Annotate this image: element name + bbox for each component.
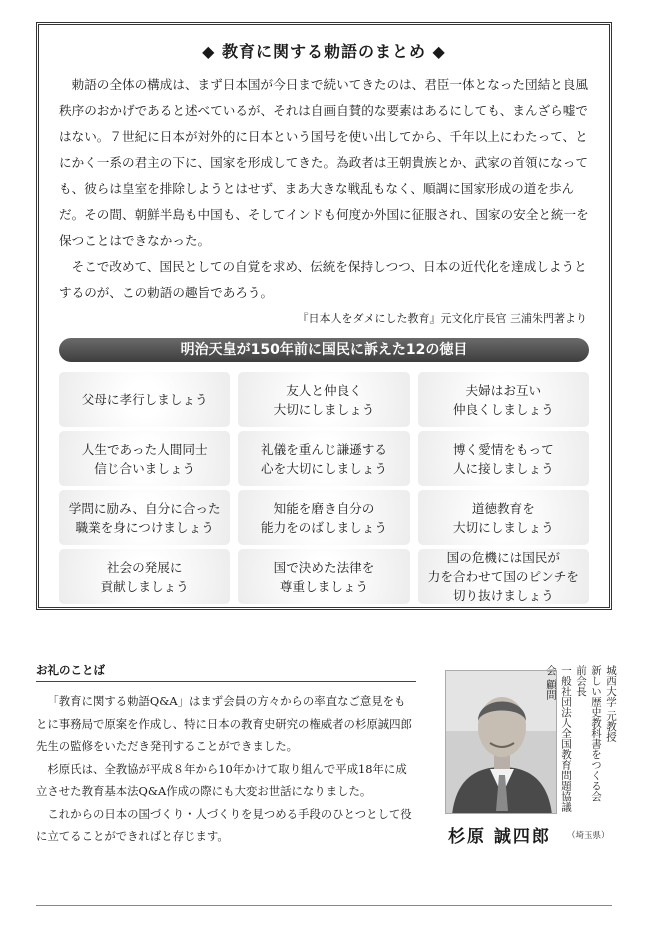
virtue-item: 知能を磨き自分の 能力をのばしましょう xyxy=(238,490,409,545)
virtues-banner: 明治天皇が150年前に国民に訴えた12の徳目 xyxy=(59,338,589,362)
virtue-item: 人生であった人間同士 信じ合いましょう xyxy=(59,431,230,486)
thanks-title: お礼のことば xyxy=(36,662,416,682)
virtue-item: 道徳教育を 大切にしましょう xyxy=(418,490,589,545)
virtue-item: 学問に励み、自分に合った 職業を身につけましょう xyxy=(59,490,230,545)
summary-title: ◆ 教育に関する勅語のまとめ ◆ xyxy=(202,42,446,61)
summary-source: 『日本人をダメにした教育』元文化庁長官 三浦朱門著より xyxy=(297,312,587,325)
virtue-item: 父母に孝行しましょう xyxy=(59,372,230,427)
person-title-line: 新しい歴史教科書をつくる会 前会長 xyxy=(575,665,602,802)
person-prefecture: （埼玉県） xyxy=(567,831,610,841)
summary-paragraph: 勅語の全体の構成は、まず日本国が今日まで続いてきたのは、君臣一体となった団結と良風秩序のおかげであると述べているが、それは自画自賛的な要素はあるにしても、まんざら嘘ではない。７世紀に日本が対外的に日本という国号を使い出してから、千年以上にわたって、とにかく一系の君主の下に、国家を形成してきた。為政者は王朝貴族とか、武家の首領になっても、彼らは皇室を排除しようとはせず、まあ大きな戦乱もなく、順調に国家形成の道を歩んだ。その間、朝鮮半島も中国も、そしてインドも何度か外国に征服され、国家の安全と統一を保つことはできなかった。 xyxy=(59,77,589,248)
virtues-grid xyxy=(59,372,589,604)
virtue-item: 国の危機には国民が 力を合わせて国のピンチを 切り抜けましょう xyxy=(418,549,589,604)
summary-body xyxy=(59,72,589,306)
virtue-item: 社会の発展に 貢献しましょう xyxy=(59,549,230,604)
person-name: 杉原 誠四郎 xyxy=(448,827,551,847)
virtue-item: 国で決めた法律を 尊重しましょう xyxy=(238,549,409,604)
portrait-photo xyxy=(445,670,557,814)
virtue-item: 礼儀を重んじ謙遜する 心を大切にしましょう xyxy=(238,431,409,486)
thanks-paragraph: 「教育に関する勅語Q&A」はまず会員の方々からの率直なご意見をもとに事務局で原案を作成し、特に日本の教育史研究の権威者の杉原誠四郎先生の監修をいただき発刊することができました。 xyxy=(36,694,412,753)
summary-box xyxy=(36,22,612,610)
person-title-line: 一般社団法人全国教育問題協議会 顧問 xyxy=(545,665,572,812)
thanks-paragraph: これからの日本の国づくり・人づくりを見つめる手段のひとつとして役に立てることができればと存じます。 xyxy=(36,806,412,843)
summary-paragraph: そこで改めて、国民としての自覚を求め、伝統を保持しつつ、日本の近代化を達成しようとするのが、この勅語の趣旨であろう。 xyxy=(59,259,587,300)
portrait-illustration xyxy=(446,671,557,814)
person-titles xyxy=(545,665,618,815)
bottom-divider xyxy=(36,905,612,906)
thanks-section xyxy=(36,662,416,848)
thanks-paragraph: 杉原氏は、全教協が平成８年から10年かけて取り組んで平成18年に成立させた教育基本法Q&A作成の際にも大変お世話になりました。 xyxy=(36,761,407,798)
virtue-item: 博く愛情をもって 人に接しましょう xyxy=(418,431,589,486)
person-title-line: 城西大学 元教授 xyxy=(605,665,617,742)
virtue-item: 夫婦はお互い 仲良くしましょう xyxy=(418,372,589,427)
virtue-item: 友人と仲良く 大切にしましょう xyxy=(238,372,409,427)
